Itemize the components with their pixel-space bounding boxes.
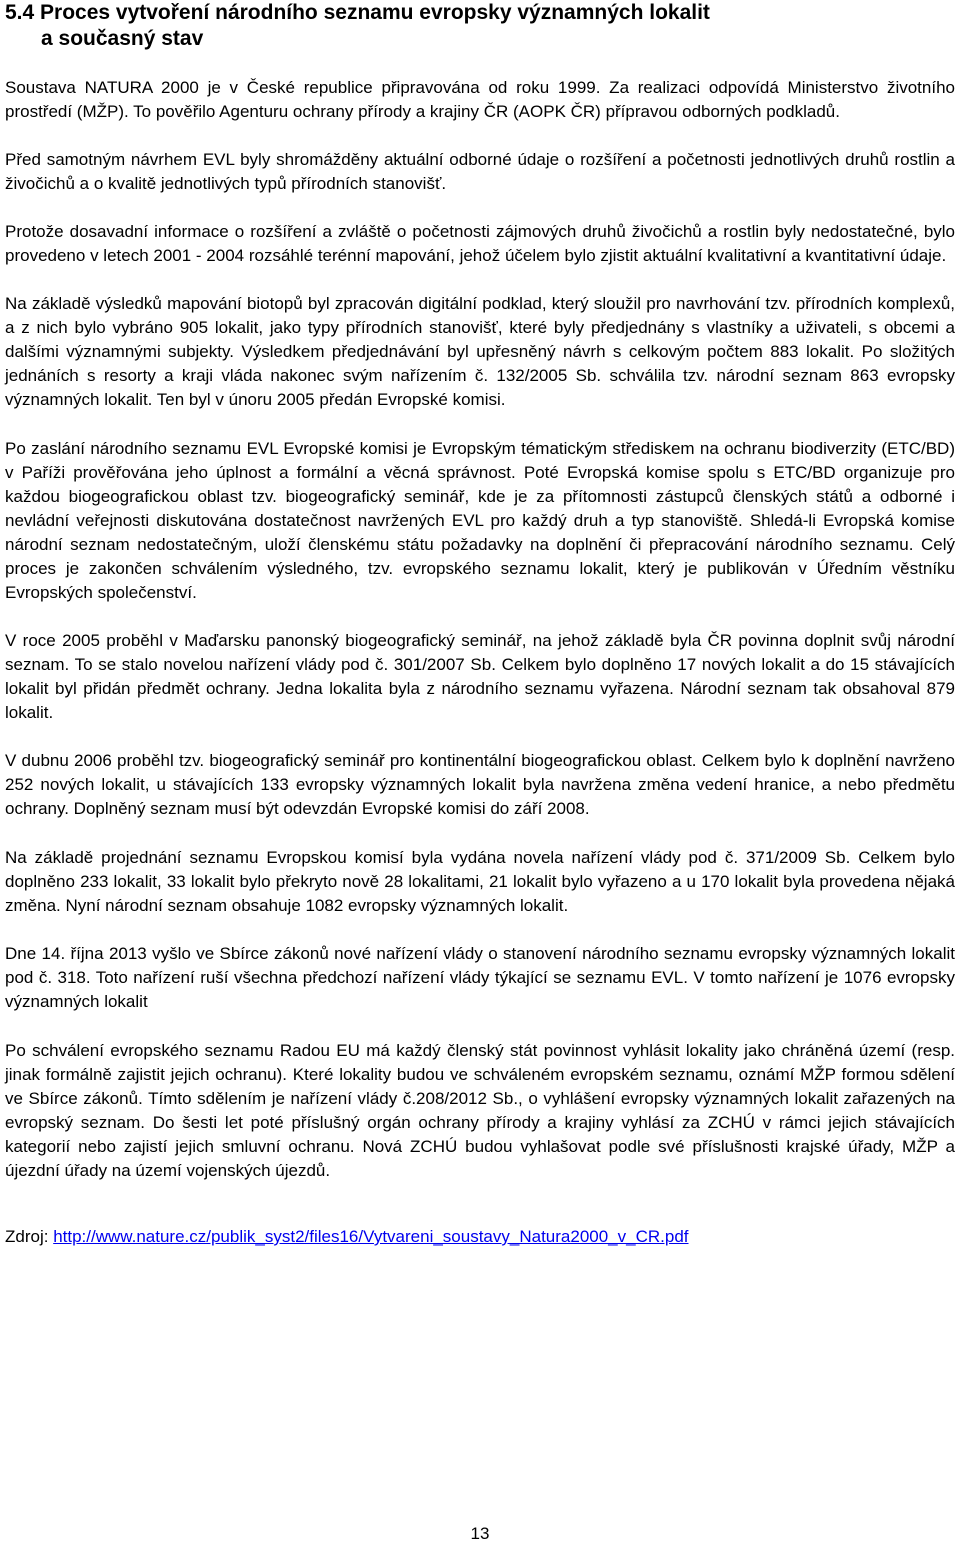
section-heading-line-1: 5.4 Proces vytvoření národního seznamu evropsky významných lokalit [5,1,710,24]
section-heading [5,0,955,52]
paragraph-evl-data: Před samotným návrhem EVL byly shromážděny aktuální odborné údaje o rozšíření a početnosti jednotlivých druhů rostlin a živočichů a o kvalitě jednotlivých typů přírodních stanovišť. [5,150,955,193]
paragraph-continental-seminar: V dubnu 2006 proběhl tzv. biogeografický seminář pro kontinentální biogeografickou oblast. Celkem bylo k doplnění navrženo 252 nových lokalit, u stávajících 133 evropsky významných lokalit byla navržena změna vedení hranice, a nebo předmětu ochrany. Doplněný seznam musí být odevzdán Evropské komisi do září 2008. [5,751,955,818]
page-number: 13 [470,1524,490,1543]
paragraph-biotope-mapping: Na základě výsledků mapování biotopů byl zpracován digitální podklad, který sloužil pro navrhování tzv. přírodních komplexů, a z nich bylo vybráno 905 lokalit, jako typy přírodních stanovišť, které byly předjednány s vlastníky a uživateli, s obcemi a dalšími významnými subjekty. Výsledkem předjednávání byl upřesněný návrh s celkovým počtem 883 lokalit. Po složitých jednáních s resorty a kraji vláda nakonec svým nařízením č. 132/2005 Sb. schválila tzv. národní seznam 863 evropsky významných lokalit. Ten byl v únoru 2005 předán Evropské komisi. [5,294,955,409]
paragraph-eu-council-approval: Po schválení evropského seznamu Radou EU má každý členský stát povinnost vyhlásit lokality jako chráněná území (resp. jinak formálně zajistit jejich ochranu). Které lokality budou ve schváleném evropském seznamu, oznámí MŽP formou sdělení ve Sbírce zákonů. Tímto sdělením je nařízení vlády č.208/2012 Sb., o vyhlášení evropsky významných lokalit zařazených na evropský seznam. Do šesti let poté příslušný orgán ochrany přírody a krajiny vyhlásí za ZCHÚ v rámci jejich stávajících kategorií nebo zajistí jejich smluvní ochranu. Nová ZCHÚ budou vyhlašovat podle své příslušnosti krajské úřady, MŽP a újezdní úřady na území vojenských újezdů. [5,1041,955,1180]
paragraph-field-mapping: Protože dosavadní informace o rozšíření a zvláště o početnosti zájmových druhů živočichů a rostlin byly nedostatečné, bylo provedeno v letech 2001 - 2004 rozsáhlé terénní mapování, jehož účelem bylo zjistit aktuální kvalitativní a kvantitativní údaje. [5,222,955,265]
document-page [5,0,955,1249]
source-line [5,1225,955,1249]
source-label: Zdroj: [5,1227,54,1246]
paragraph-natura-intro: Soustava NATURA 2000 je v České republice připravována od roku 1999. Za realizaci odpovídá Ministerstvo životního prostředí (MŽP). To pověřilo Agenturu ochrany přírody a krajiny ČR (AOPK ČR) přípravou odborných podkladů. [5,78,955,121]
source-link[interactable]: http://www.nature.cz/publik_syst2/files16/Vytvareni_soustavy_Natura2000_v_CR.pdf [53,1227,689,1246]
paragraph-panonian-seminar: V roce 2005 proběhl v Maďarsku panonský biogeografický seminář, na jehož základě byla ČR povinna doplnit svůj národní seznam. To se stalo novelou nařízení vlády pod č. 301/2007 Sb. Celkem bylo doplněno 17 nových lokalit a do 15 stávajících lokalit byl přidán předmět ochrany. Jedna lokalita byla z národního seznamu vyřazena. Národní seznam tak obsahoval 879 lokalit. [5,631,955,722]
paragraph-novel-371: Na základě projednání seznamu Evropskou komisí byla vydána novela nařízení vlády pod č. 371/2009 Sb. Celkem bylo doplněno 233 lokalit, 33 lokalit bylo překryto nově 28 lokalitami, 21 lokalit bylo vyřazeno a u 170 lokalit byla provedena nějaká změna. Nyní národní seznam obsahuje 1082 evropsky významných lokalit. [5,848,955,915]
section-heading-line-2: a současný stav [41,27,204,50]
paragraph-european-commission: Po zaslání národního seznamu EVL Evropské komisi je Evropským tématickým střediskem na ochranu biodiverzity (ETC/BD) v Paříži prověřována jeho úplnost a formální a věcná správnost. Poté Evropská komise spolu s ETC/BD organizuje pro každou biogeografickou oblast tzv. biogeografický seminář, kde je za přítomnosti zástupců členských států a odborné i nevládní veřejnosti diskutována dostatečnost navržených EVL pro každý druh a typ stanoviště. Shledá-li Evropská komise národní seznam nedostatečným, uloží členskému státu požadavky na doplnění či přepracování národního seznamu. Celý proces je zakončen schválením výsledného, tzv. evropského seznamu lokalit, který je publikován v Úředním věstníku Evropských společenství. [5,439,955,602]
paragraph-decree-318: Dne 14. října 2013 vyšlo ve Sbírce zákonů nové nařízení vlády o stanovení národního seznamu evropsky významných lokalit pod č. 318. Toto nařízení ruší všechna předchozí nařízení vlády týkající se seznamu EVL. V tomto nařízení je 1076 evropsky významných lokalit [5,944,955,1011]
